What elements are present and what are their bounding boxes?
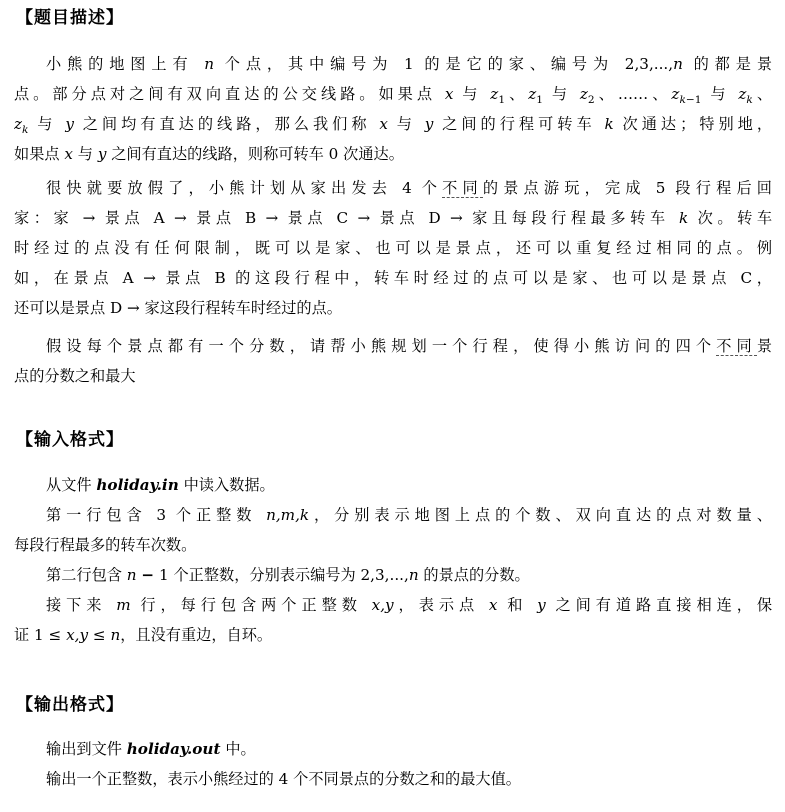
text-line: 还可以是景点 D → 家这段行程转车时经过的点。 [14, 299, 342, 317]
output-format-paragraph [14, 734, 772, 794]
text-line: 第二行包含 n − 1 个正整数，分别表示编号为 2,3,...,n 的景点的分数。 [46, 566, 530, 584]
text-line: 接下来 m 行，每行包含两个正整数 x,y，表示点 x 和 y 之间有道路直接相连，保 [46, 596, 772, 614]
text-line: 证 1 ≤ x,y ≤ n，且没有重边，自环。 [14, 626, 273, 644]
text-line: 每段行程最多的转车次数。 [14, 536, 197, 554]
text-line: 如，在景点 A → 景点 B 的这段行程中，转车时经过的点可以是家、也可以是景点 C， [14, 269, 772, 287]
description-paragraph-1 [14, 49, 772, 169]
text-line: 如果点 x 与 y 之间有直达的线路，则称可转车 0 次通达。 [14, 145, 404, 163]
text-line: 点的分数之和最大 [14, 367, 136, 385]
text-line: 假设每个景点都有一个分数，请帮小熊规划一个行程，使得小熊访问的四个不同景 [46, 337, 772, 355]
text-line: 小熊的地图上有 n 个点，其中编号为 1 的是它的家、编号为 2,3,...,n 的都是景 [46, 55, 772, 73]
input-format-heading: 【输入格式】 [16, 430, 124, 450]
output-format-heading: 【输出格式】 [16, 695, 124, 715]
text-line: 很快就要放假了，小熊计划从家出发去 4 个不同的景点游玩，完成 5 段行程后回 [46, 179, 772, 197]
description-paragraph-2 [14, 173, 772, 323]
text-line: 从文件 holiday.in 中读入数据。 [46, 476, 275, 494]
input-format-paragraph [14, 470, 772, 650]
text-line: 时经过的点没有任何限制，既可以是家、也可以是景点，还可以重复经过相同的点。例 [14, 239, 772, 257]
description-heading: 【题目描述】 [16, 8, 124, 28]
text-line: 第一行包含 3 个正整数 n,m,k，分别表示地图上点的个数、双向直达的点对数量、 [46, 506, 772, 524]
text-line: 家：家 → 景点 A → 景点 B → 景点 C → 景点 D → 家且每段行程最多转车 k 次。转车 [14, 209, 772, 227]
text-line: 输出一个正整数，表示小熊经过的 4 个不同景点的分数之和的最大值。 [46, 770, 521, 788]
text-line: 点。部分点对之间有双向直达的公交线路。如果点 x 与 $z_1$、$z_1$ 与 $z_2$、……、$z_{k-1}$ 与 $z_k$、 [14, 85, 772, 107]
text-line: 输出到文件 holiday.out 中。 [46, 740, 256, 758]
text-line: $z_k$ 与 y 之间均有直达的线路，那么我们称 x 与 y 之间的行程可转车 k 次通达；特别地， [14, 115, 772, 137]
description-paragraph-3 [14, 331, 772, 391]
